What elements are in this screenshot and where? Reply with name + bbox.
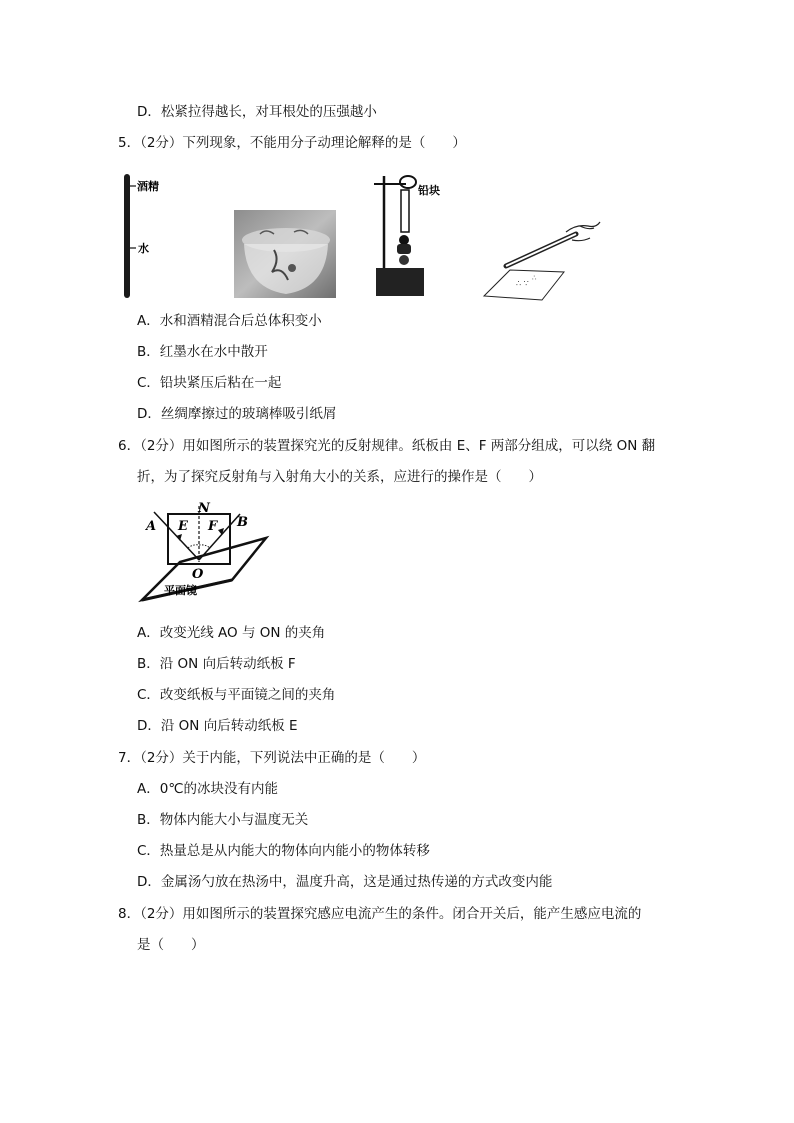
q5-figure-lead-stand	[370, 170, 460, 300]
q7-option-a: A．0℃的冰块没有内能	[137, 781, 278, 797]
q7-option-c: C．热量总是从内能大的物体向内能小的物体转移	[137, 843, 430, 859]
q5-stem: 5．（2分）下列现象，不能用分子动理论解释的是（ ）	[118, 135, 466, 151]
q5-label-water: 水	[138, 242, 149, 255]
q5-figure-ink-photo	[234, 210, 336, 298]
q6-option-b: B．沿 ON 向后转动纸板 F	[137, 656, 296, 672]
q7-option-b: B．物体内能大小与温度无关	[137, 812, 309, 828]
q8-stem-line1: 8．（2分）用如图所示的装置探究感应电流产生的条件。闭合开关后，能产生感应电流的	[118, 906, 642, 922]
q5-option-a: A．水和酒精混合后总体积变小	[137, 313, 322, 329]
q5-label-alcohol: 酒精	[137, 180, 159, 193]
q4-option-d: D．松紧拉得越长，对耳根处的压强越小	[137, 104, 377, 120]
q5-option-d: D．丝绸摩擦过的玻璃棒吸引纸屑	[137, 406, 337, 422]
q6-label-n: N	[198, 501, 210, 516]
q6-label-b: B	[237, 515, 248, 530]
q8-stem-line2: 是（ ）	[137, 937, 205, 953]
q7-stem: 7．（2分）关于内能，下列说法中正确的是（ ）	[118, 750, 426, 766]
q6-option-d: D．沿 ON 向后转动纸板 E	[137, 718, 298, 734]
q6-label-e: E	[178, 519, 188, 534]
q5-option-c: C．铅块紧压后粘在一起	[137, 375, 282, 391]
q5-figure-rod-paper	[480, 222, 610, 302]
q6-label-a: A	[146, 519, 157, 534]
svg-text:∴: ∴	[532, 274, 537, 282]
q6-label-mirror: 平面镜	[164, 584, 197, 597]
q5-label-lead: 铅块	[418, 184, 440, 197]
q7-option-d: D．金属汤勺放在热汤中，温度升高，这是通过热传递的方式改变内能	[137, 874, 553, 890]
q6-option-a: A．改变光线 AO 与 ON 的夹角	[137, 625, 326, 641]
q6-stem-line2: 折，为了探究反射角与入射角大小的关系，应进行的操作是（ ）	[137, 469, 542, 485]
q5-option-b: B．红墨水在水中散开	[137, 344, 268, 360]
q6-figure-reflection	[140, 500, 280, 610]
q5-figure-tube	[120, 172, 180, 302]
svg-text:∴ ∵: ∴ ∵	[516, 279, 529, 288]
q6-label-f: F	[208, 519, 218, 534]
q6-label-o: O	[192, 567, 204, 582]
q6-option-c: C．改变纸板与平面镜之间的夹角	[137, 687, 336, 703]
q6-stem-line1: 6．（2分）用如图所示的装置探究光的反射规律。纸板由 E、F 两部分组成，可以绕 ON 翻	[118, 438, 656, 454]
